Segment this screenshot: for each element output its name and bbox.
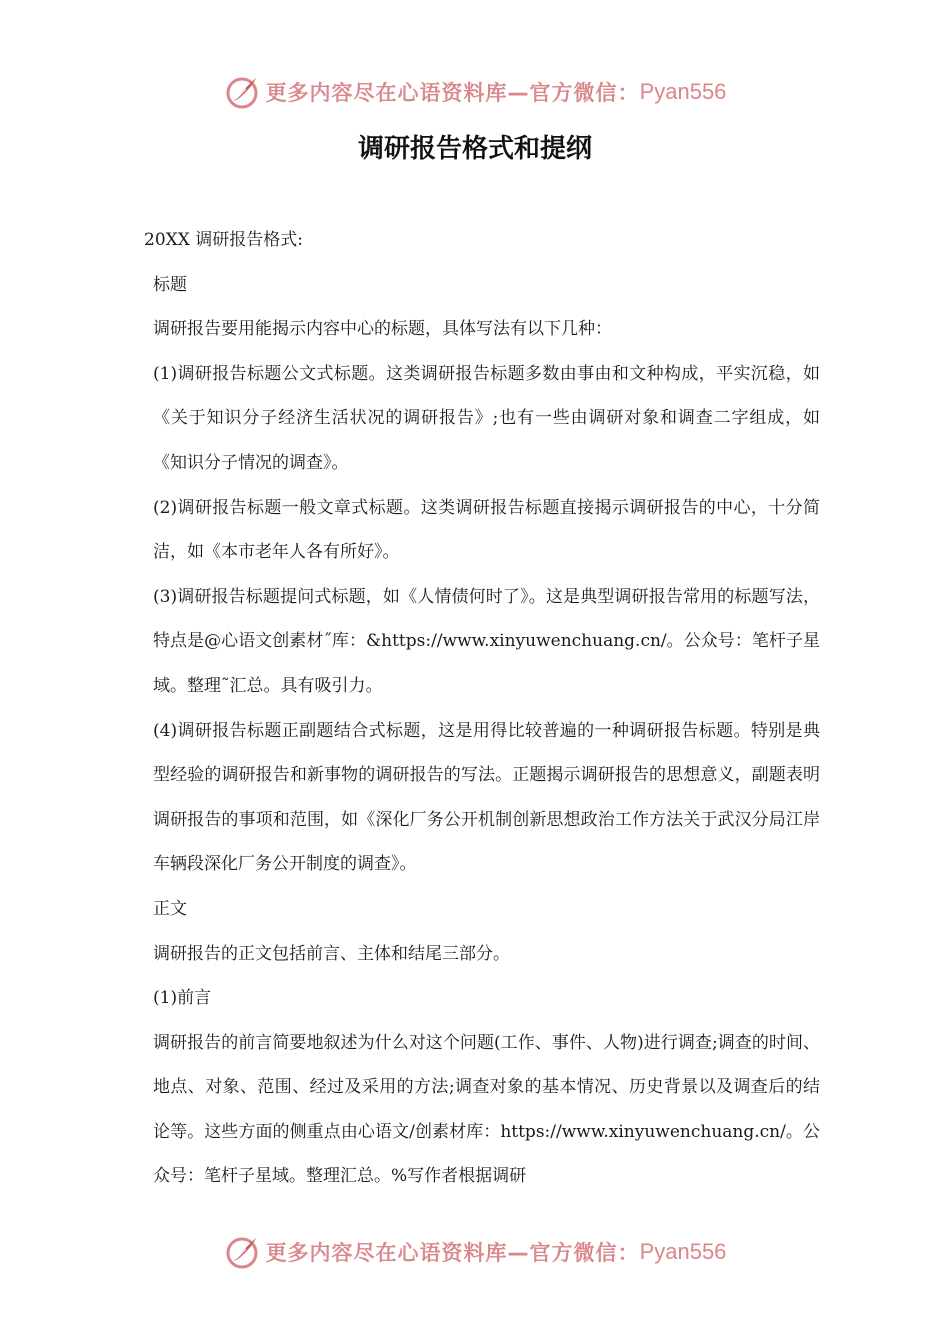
paragraph-title-intro: 调研报告要用能揭示内容中心的标题，具体写法有以下几种： <box>153 319 612 340</box>
quill-logo-icon <box>224 74 260 110</box>
paragraph-preface-heading: (1)前言 <box>153 988 212 1009</box>
paragraph-title-type-1: (1)调研报告标题公文式标题。这类调研报告标题多数由事由和文种构成，平实沉稳，如《关于知识分子经济生活状况的调研报告》;也有一些由调研对象和调查二字组成，如《知识分子情况的调查》。 <box>153 363 820 473</box>
banner-text: 更多内容尽在心语资料库—官方微信： <box>265 1241 640 1265</box>
paragraph-body-intro: 调研报告的正文包括前言、主体和结尾三部分。 <box>153 943 510 964</box>
document-body <box>144 218 820 1199</box>
paragraph-preface-text: 调研报告的前言简要地叙述为什么对这个问题(工作、事件、人物)进行调查;调查的时间、地点、对象、范围、经过及采用的方法;调查对象的基本情况、历史背景以及调查后的结论等。这些方面的侧重点由心语文/创素材库：https://www.xinyuwenchuang.cn/。公众号：笔杆子星域。整理汇总。%写作者根据调研 <box>153 1032 820 1187</box>
paragraph-title-type-2: (2)调研报告标题一般文章式标题。这类调研报告标题直接揭示调研报告的中心，十分简洁，如《本市老年人各有所好》。 <box>153 497 820 563</box>
document-title: 调研报告格式和提纲 <box>357 134 592 164</box>
paragraph-title-type-3: (3)调研报告标题提问式标题，如《人情债何时了》。这是典型调研报告常用的标题写法，特点是@心语文创素材˝库：&https://www.xinyuwenchuang.cn/。公众号：笔杆子星域。整理˜汇总。具有吸引力。 <box>153 586 820 696</box>
paragraph-section-body: 正文 <box>153 898 187 919</box>
paragraph-title-type-4: (4)调研报告标题正副题结合式标题，这是用得比较普遍的一种调研报告标题。特别是典型经验的调研报告和新事物的调研报告的写法。正题揭示调研报告的思想意义，副题表明调研报告的事项和范围，如《深化厂务公开机制创新思想政治工作方法关于武汉分局江岸车辆段深化厂务公开制度的调查》。 <box>153 720 820 875</box>
paragraph-format-heading: 20XX 调研报告格式: <box>144 230 303 250</box>
header-banner <box>0 72 950 112</box>
banner-wechat-id: Pyan556 <box>639 79 727 104</box>
banner-text: 更多内容尽在心语资料库—官方微信： <box>265 81 640 105</box>
quill-logo-icon <box>224 1234 260 1270</box>
footer-banner <box>0 1232 950 1272</box>
banner-wechat-id: Pyan556 <box>639 1239 727 1264</box>
paragraph-section-title: 标题 <box>153 274 187 295</box>
